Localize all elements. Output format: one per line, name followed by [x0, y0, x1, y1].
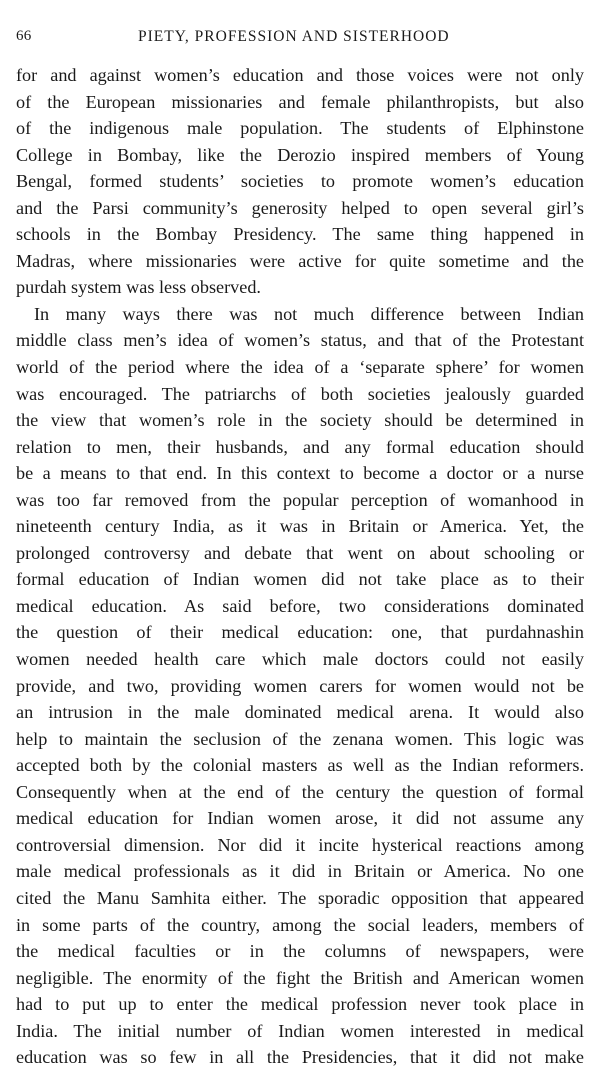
text-line: controversial dimension. Nor did it incite hysterical reactions among — [16, 834, 584, 855]
text-line: formal education of Indian women did not take place as to their — [16, 569, 584, 590]
page-number: 66 — [16, 28, 32, 44]
text-line: provide, and two, providing women carers for women would not be — [16, 675, 584, 696]
text-line: Madras, where missionaries were active for quite sometime and the — [16, 250, 584, 271]
text-line: accepted both by the colonial masters as well as the Indian reformers. — [16, 755, 584, 776]
text-line: Bengal, formed students’ societies to promote women’s education — [16, 171, 584, 192]
text-line: in some parts of the country, among the social leaders, members of — [16, 914, 584, 935]
paragraph — [16, 301, 584, 1071]
text-line: the medical faculties or in the columns of newspapers, were — [16, 941, 584, 962]
text-line: had to put up to enter the medical profession never took place in — [16, 994, 584, 1015]
text-line: male medical professionals as it did in Britain or America. No one — [16, 861, 584, 882]
text-line: help to maintain the seclusion of the zenana women. This logic was — [16, 728, 584, 749]
text-line: Consequently when at the end of the century the question of formal — [16, 781, 584, 802]
text-line: prolonged controversy and debate that went on about schooling or — [16, 542, 584, 563]
text-line: In many ways there was not much difference between Indian — [34, 303, 584, 324]
text-line: the view that women’s role in the society should be determined in — [16, 410, 584, 431]
text-line: middle class men’s idea of women’s status, and that of the Protestant — [16, 330, 584, 351]
running-head — [16, 28, 578, 48]
running-title: PIETY, PROFESSION AND SISTERHOOD — [138, 28, 450, 45]
text-line: of the indigenous male population. The students of Elphinstone — [16, 118, 584, 139]
text-line: the question of their medical education: one, that purdahnashin — [16, 622, 584, 643]
text-line: for and against women’s education and those voices were not only — [16, 65, 584, 85]
paragraph — [16, 62, 584, 301]
text-line: world of the period where the idea of a ‘separate sphere’ for women — [16, 357, 584, 378]
text-line: and the Parsi community’s generosity helped to open several girl’s — [16, 197, 584, 218]
text-line: medical education for Indian women arose, it did not assume any — [16, 808, 584, 829]
text-line: College in Bombay, like the Derozio inspired members of Young — [16, 144, 584, 165]
text-line: purdah system was less observed. — [16, 277, 261, 298]
body-text — [16, 62, 584, 1071]
text-line: of the European missionaries and female philanthropists, but also — [16, 91, 584, 112]
text-line: was too far removed from the popular perception of womanhood in — [16, 489, 584, 510]
text-line: women needed health care which male doctors could not easily — [16, 649, 584, 670]
text-line: be a means to that end. In this context to become a doctor or a nurse — [16, 463, 584, 484]
text-line: India. The initial number of Indian women interested in medical — [16, 1020, 584, 1041]
text-line: negligible. The enormity of the fight the British and American women — [16, 967, 584, 988]
text-line: was encouraged. The patriarchs of both societies jealously guarded — [16, 383, 584, 404]
text-line: an intrusion in the male dominated medical arena. It would also — [16, 702, 584, 723]
text-line: nineteenth century India, as it was in Britain or America. Yet, the — [16, 516, 584, 537]
text-line: cited the Manu Samhita either. The sporadic opposition that appeared — [16, 887, 584, 908]
text-line: relation to men, their husbands, and any formal education should — [16, 436, 584, 457]
text-line: schools in the Bombay Presidency. The same thing happened in — [16, 224, 584, 245]
text-line: medical education. As said before, two considerations dominated — [16, 595, 584, 616]
text-line: education was so few in all the Presidencies, that it did not make — [16, 1047, 584, 1068]
